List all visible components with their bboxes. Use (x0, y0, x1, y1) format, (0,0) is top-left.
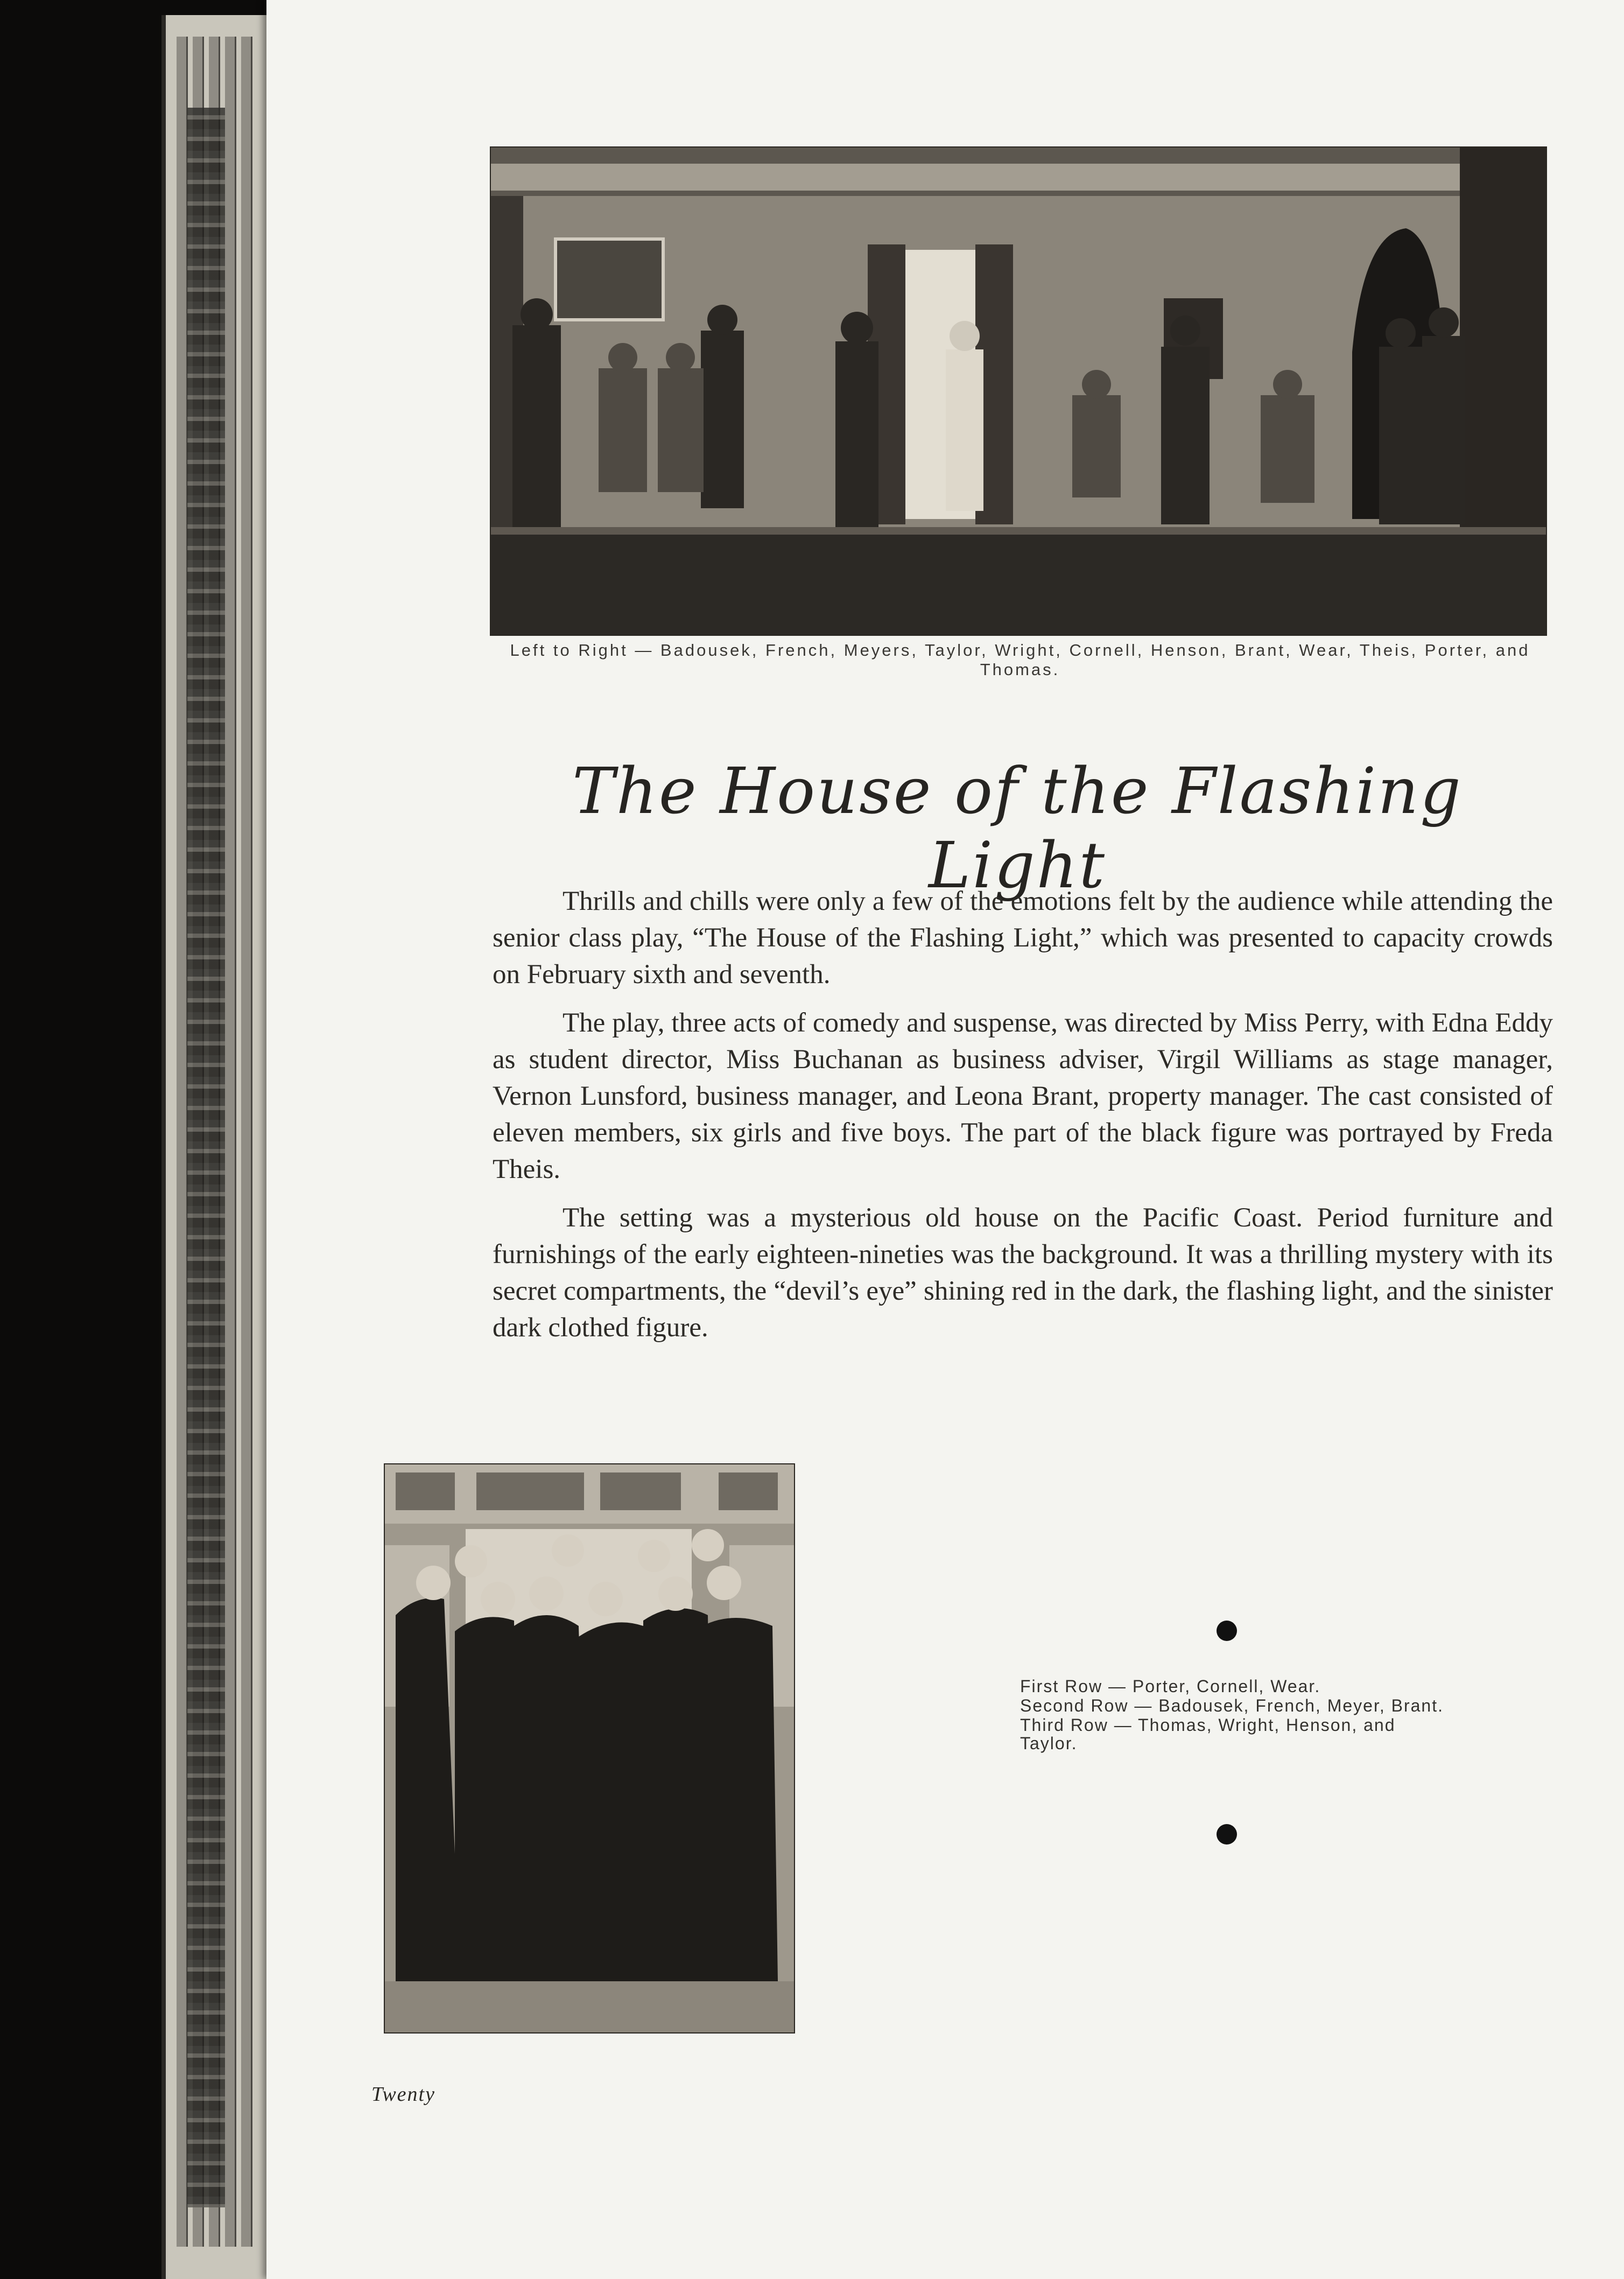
caption-first-row: First Row — Porter, Cornell, Wear. (1020, 1677, 1321, 1696)
page-edge-strip (225, 37, 236, 2247)
paragraph: Thrills and chills were only a few of the emotions felt by the audience while attending the senior class play, “The House of the Flashing Light,” which was presented to capacity crowds on February sixth and seventh. (493, 886, 1553, 990)
page-edge-strip (241, 37, 252, 2247)
group-photo (384, 1463, 795, 2033)
decorative-dot (1217, 1824, 1237, 1845)
group-photo-caption (1020, 1677, 1451, 1754)
stage-photo (490, 146, 1547, 636)
decorative-dot (1217, 1621, 1237, 1641)
page-title: The House of the Flashing Light (572, 754, 1463, 902)
page-edge-strip (177, 37, 188, 2247)
stage-photo-caption: Left to Right — Badousek, French, Meyers, Taylor, Wright, Cornell, Henson, Brant, Wear, Theis, Porter, and Thomas. (510, 641, 1530, 679)
article-body (493, 883, 1553, 1358)
binding-spine (187, 108, 225, 2207)
paragraph: The setting was a mysterious old house on the Pacific Coast. Period furniture and furnishings of the early eighteen-nineties was the background. It was a thrilling mystery with its secret compartments, the “devil’s eye” shining red in the dark, the flashing light, and the sinister dark clothed figure. (493, 1203, 1553, 1343)
stage-photo-image (491, 148, 1546, 635)
group-photo-image (385, 1464, 794, 2032)
page-number: Twenty (371, 2083, 435, 2106)
caption-third-row: Third Row — Thomas, Wright, Henson, and Taylor. (1020, 1715, 1396, 1753)
caption-second-row: Second Row — Badousek, French, Meyer, Brant. (1020, 1696, 1444, 1715)
paragraph: The play, three acts of comedy and suspense, was directed by Miss Perry, with Edna Eddy as student director, Miss Buchanan as business adviser, Virgil Williams as stage manager, Vernon Lunsford, business manager, and Leona Brant, property manager. The cast consisted of eleven members, six girls and five boys. The part of the black figure was portrayed by Freda Theis. (493, 1008, 1553, 1184)
